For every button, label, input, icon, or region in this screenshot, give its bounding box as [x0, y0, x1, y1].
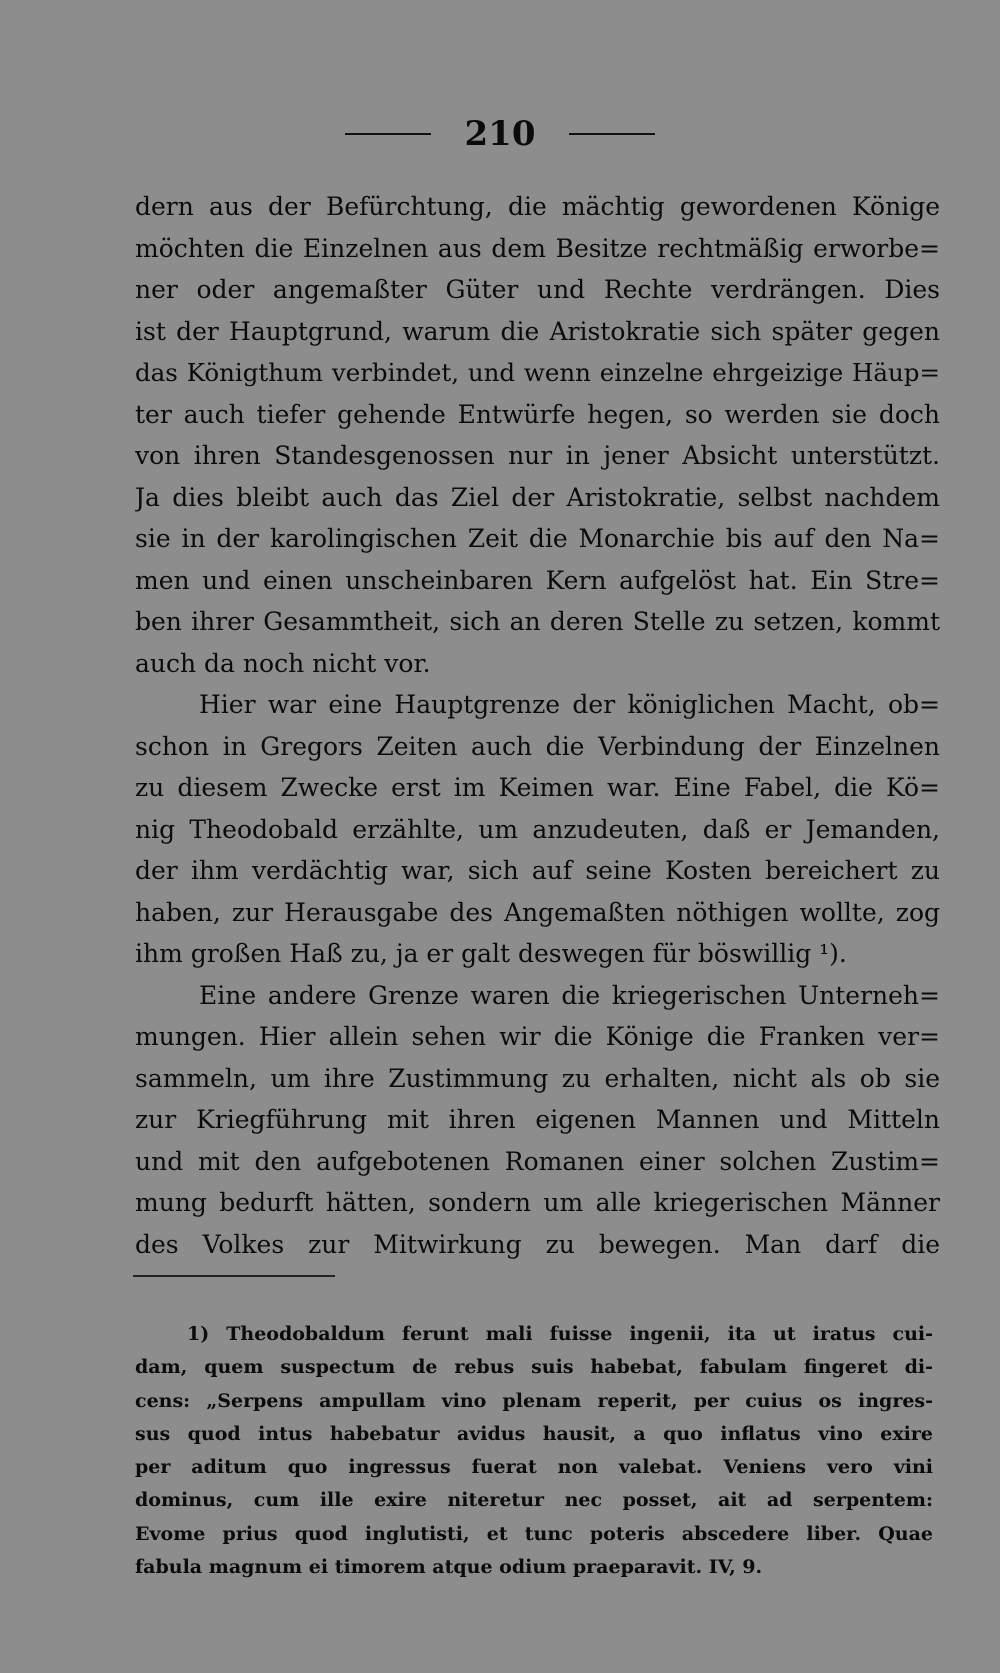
- text-line: möchten die Einzelnen aus dem Besitze rechtmäßig erworbe=: [135, 233, 940, 263]
- text-line: von ihren Standesgenossen nur in jener Absicht unterstützt.: [135, 441, 940, 470]
- text-line: und mit den aufgebotenen Romanen einer solchen Zustim=: [135, 1146, 940, 1176]
- text-line: zur Kriegführung mit ihren eigenen Mannen und Mitteln: [135, 1105, 940, 1134]
- text-line: Hier war eine Hauptgrenze der königlichen Macht, ob=: [199, 690, 940, 719]
- text-line: sie in der karolingischen Zeit die Monarchie bis auf den Na=: [135, 524, 940, 553]
- footnote: [135, 1318, 933, 1584]
- text-line: ner oder angemaßter Güter und Rechte verdrängen. Dies: [135, 275, 940, 304]
- text-line: das Königthum verbindet, und wenn einzelne ehrgeizige Häup=: [135, 358, 940, 387]
- footnote-line: Evome prius quod inglutisti, et tunc poteris abscedere liber. Quae: [135, 1522, 933, 1545]
- text-line: Ja dies bleibt auch das Ziel der Aristokratie, selbst nachdem: [135, 482, 940, 512]
- footnote-line: fabula magnum ei timorem atque odium praeparavit. IV, 9.: [135, 1556, 763, 1579]
- text-line: des Volkes zur Mitwirkung zu bewegen. Man darf die: [135, 1229, 940, 1259]
- footnote-line: dam, quem suspectum de rebus suis habebat, fabulam fingeret di-: [135, 1356, 933, 1379]
- text-line: zu diesem Zwecke erst im Keimen war. Eine Fabel, die Kö=: [135, 773, 940, 802]
- text-line: haben, zur Herausgabe des Angemaßten nöthigen wollte, zog: [135, 897, 940, 927]
- main-text: [135, 186, 940, 1265]
- footnote-line: sus quod intus habebatur avidus hausit, a quo inflatus vino exire: [135, 1422, 933, 1445]
- footnote-line: 1) Theodobaldum ferunt mali fuisse ingenii, ita ut iratus cui-: [187, 1323, 933, 1345]
- text-line: schon in Gregors Zeiten auch die Verbindung der Einzelnen: [135, 731, 940, 761]
- text-line: men und einen unscheinbaren Kern aufgelöst hat. Ein Stre=: [135, 565, 940, 595]
- text-line: nig Theodobald erzählte, um anzudeuten, daß er Jemanden,: [135, 814, 940, 844]
- footnote-line: dominus, cum ille exire niteretur nec posset, ait ad serpentem:: [135, 1489, 933, 1512]
- text-line: auch da noch nicht vor.: [135, 648, 431, 678]
- text-line: ihm großen Haß zu, ja er galt deswegen für böswillig ¹).: [135, 939, 847, 968]
- header-rule-right: [569, 133, 655, 135]
- text-line: mungen. Hier allein sehen wir die Könige die Franken ver=: [135, 1022, 940, 1051]
- text-line: ist der Hauptgrund, warum die Aristokratie sich später gegen: [135, 316, 940, 346]
- text-line: dern aus der Befürchtung, die mächtig gewordenen Könige: [135, 192, 940, 221]
- text-line: ter auch tiefer gehende Entwürfe hegen, so werden sie doch: [135, 399, 940, 429]
- text-line: mung bedurft hätten, sondern um alle kriegerischen Männer: [135, 1188, 940, 1217]
- header-rule-left: [345, 133, 431, 135]
- text-line: Eine andere Grenze waren die kriegerischen Unterneh=: [199, 980, 940, 1010]
- page-header: [0, 112, 1000, 156]
- text-line: sammeln, um ihre Zustimmung zu erhalten, nicht als ob sie: [135, 1063, 940, 1093]
- footnote-separator: [133, 1275, 335, 1277]
- footnote-line: cens: „Serpens ampullam vino plenam reperit, per cuius os ingres-: [135, 1389, 933, 1412]
- footnote-line: per aditum quo ingressus fuerat non valebat. Veniens vero vini: [135, 1456, 933, 1479]
- text-line: der ihm verdächtig war, sich auf seine Kosten bereichert zu: [135, 856, 940, 885]
- text-line: ben ihrer Gesammtheit, sich an deren Stelle zu setzen, kommt: [135, 607, 940, 636]
- page-number: 210: [464, 114, 536, 154]
